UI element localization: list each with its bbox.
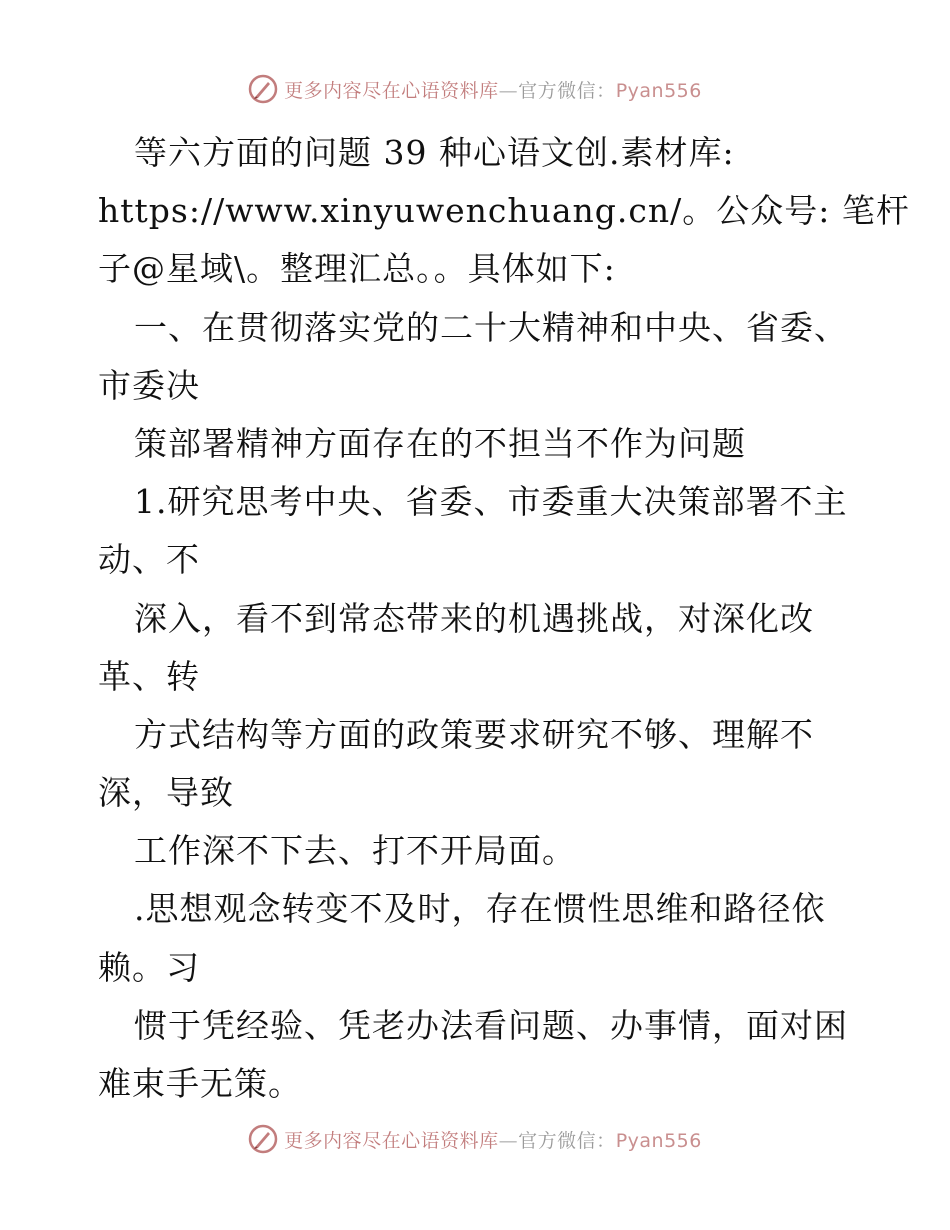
body-line: 赖。习 <box>98 947 200 987</box>
watermark-wechat-label: 官方微信： <box>518 1129 616 1152</box>
body-line: 深，导致 <box>98 773 234 813</box>
body-line: .思想观念转变不及时，存在惯性思维和路径依 <box>134 889 826 929</box>
body-line: 工作深不下去、打不开局面。 <box>134 831 576 871</box>
body-line: 难束手无策。 <box>98 1064 302 1103</box>
body-line: https://www.xinyuwenchuang.cn/。公众号: 笔杆 <box>98 191 910 231</box>
body-line: 子@星域\。整理汇总。。具体如下: <box>98 249 616 289</box>
watermark-wechat-label: 官方微信： <box>518 79 616 102</box>
watermark-main-text: 更多内容尽在心语资料库 <box>284 1129 499 1152</box>
body-line: 1.研究思考中央、省委、市委重大决策部署不主 <box>134 482 848 522</box>
watermark-main-text: 更多内容尽在心语资料库 <box>284 79 499 102</box>
watermark-wechat-id: Pyan556 <box>615 1129 702 1152</box>
body-line: 深入，看不到常态带来的机遇挑战，对深化改 <box>134 598 814 638</box>
body-line: 惯于凭经验、凭老办法看问题、办事情，面对困 <box>134 1005 848 1045</box>
watermark-separator: — <box>498 1129 519 1152</box>
watermark-wechat-id: Pyan556 <box>615 79 702 102</box>
footer-watermark <box>0 1122 950 1156</box>
watermark-separator: — <box>498 79 519 102</box>
feather-pen-logo-icon <box>248 74 278 104</box>
document-body <box>98 124 910 1113</box>
body-line: 市委决 <box>98 365 200 405</box>
body-line: 等六方面的问题 39 种心语文创.素材库: <box>134 133 735 172</box>
body-line: 动、不 <box>98 540 200 580</box>
body-line: 策部署精神方面存在的不担当不作为问题 <box>134 423 746 463</box>
header-watermark <box>0 72 950 106</box>
body-line: 方式结构等方面的政策要求研究不够、理解不 <box>134 714 814 754</box>
body-line: 革、转 <box>98 656 200 696</box>
feather-pen-logo-icon <box>248 1124 278 1154</box>
body-line: 一、在贯彻落实党的二十大精神和中央、省委、 <box>134 307 848 347</box>
